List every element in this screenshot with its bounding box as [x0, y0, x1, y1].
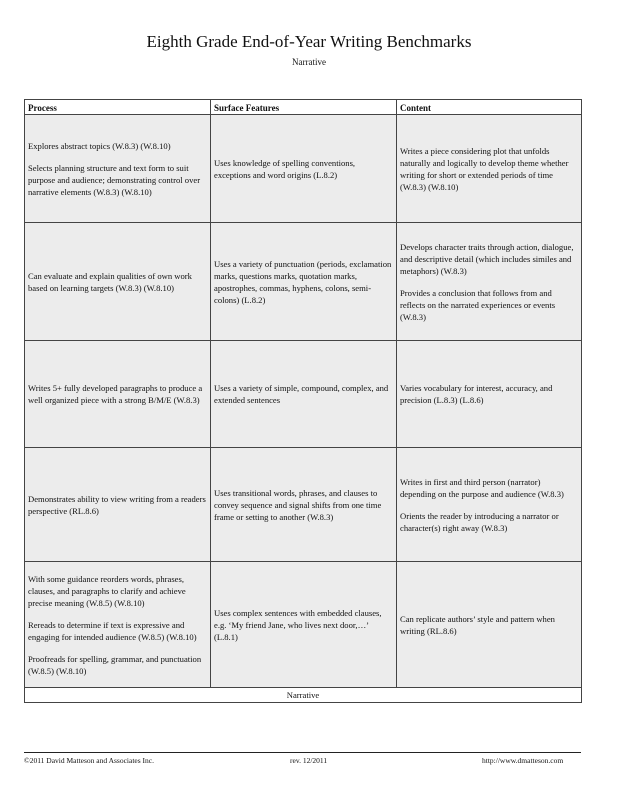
- cell-text: Uses a variety of simple, compound, complex, and extended sentences: [214, 383, 389, 405]
- cell-text: Writes in first and third person (narrator) depending on the purpose and audience (W.8.3): [400, 476, 564, 499]
- process-cell: [25, 341, 211, 448]
- cell-text: Writes 5+ fully developed paragraphs to produce a well organized piece with a strong B/M/E (W.8.3): [28, 383, 203, 405]
- footer-divider: [24, 752, 581, 753]
- cell-text: Can evaluate and explain qualities of own work based on learning targets (W.8.3) (W.8.10): [28, 270, 192, 293]
- table-footer-label: Narrative: [25, 688, 582, 703]
- cell-text: Uses a variety of punctuation (periods, exclamation marks, questions marks, quotation marks, apostrophes, commas, hyphens, colons, semi-colons) (L.8.2): [214, 258, 392, 305]
- cell-text: Uses knowledge of spelling conventions, exceptions and word origins (L.8.2): [214, 157, 356, 180]
- cell-text: With some guidance reorders words, phrases, clauses, and paragraphs to clarify and achieve precise meaning (W.8.5) (W.8.10): [28, 573, 186, 608]
- content-cell: [397, 448, 582, 562]
- content-cell: [397, 223, 582, 341]
- table-footer-row: [25, 688, 582, 703]
- surface-features-cell: [211, 115, 397, 223]
- cell-text: Proofreads for spelling, grammar, and punctuation (W.8.5) (W.8.10): [28, 653, 202, 676]
- table-row: [25, 562, 582, 688]
- surface-features-cell: [211, 341, 397, 448]
- cell-text: Demonstrates ability to view writing from a readers perspective (RL.8.6): [28, 493, 206, 516]
- surface-features-cell: [211, 448, 397, 562]
- cell-text: Explores abstract topics (W.8.3) (W.8.10): [28, 140, 171, 151]
- cell-text: Provides a conclusion that follows from and reflects on the narrated experiences or events (W.8.3): [400, 287, 556, 322]
- revision-text: rev. 12/2011: [290, 756, 328, 765]
- cell-text: Writes a piece considering plot that unfolds naturally and logically to develop theme whether writing for short or extended periods of time (W.8.3) (W.8.10): [400, 145, 569, 192]
- table-row: [25, 341, 582, 448]
- cell-text: Can replicate authors’ style and pattern when writing (RL.8.6): [400, 613, 555, 636]
- table-header-row: [25, 100, 582, 115]
- benchmarks-table: [24, 99, 582, 703]
- website-link[interactable]: http://www.dmatteson.com: [482, 756, 564, 765]
- surface-features-cell: [211, 562, 397, 688]
- cell-text: Uses transitional words, phrases, and clauses to convey sequence and signal shifts from one time frame or setting to another (W.8.3): [214, 487, 382, 522]
- table-row: [25, 115, 582, 223]
- content-cell: [397, 341, 582, 448]
- process-cell: [25, 223, 211, 341]
- column-header-process: Process: [25, 100, 211, 115]
- copyright-text: ©2011 David Matteson and Associates Inc.: [24, 756, 154, 765]
- content-cell: [397, 115, 582, 223]
- column-header-surface-features: Surface Features: [211, 100, 397, 115]
- process-cell: [25, 115, 211, 223]
- process-cell: [25, 448, 211, 562]
- cell-text: Selects planning structure and text form to suit purpose and audience; demonstrating control over narrative elements (W.8.3) (W.8.10): [28, 162, 201, 197]
- surface-features-cell: [211, 223, 397, 341]
- column-header-content: Content: [397, 100, 582, 115]
- process-cell: [25, 562, 211, 688]
- cell-text: Rereads to determine if text is expressive and engaging for intended audience (W.8.5) (W.8.10): [28, 619, 197, 642]
- content-cell: [397, 562, 582, 688]
- cell-text: Orients the reader by introducing a narrator or character(s) right away (W.8.3): [400, 510, 559, 533]
- cell-text: Varies vocabulary for interest, accuracy, and precision (L.8.3) (L.8.6): [400, 383, 553, 405]
- cell-text: Develops character traits through action, dialogue, and descriptive detail (which includes similes and metaphors) (W.8.3): [400, 241, 574, 276]
- page-subtitle: Narrative: [292, 57, 326, 67]
- page-title: Eighth Grade End-of-Year Writing Benchmarks: [146, 32, 472, 51]
- cell-text: Uses complex sentences with embedded clauses, e.g. ‘My friend Jane, who lives next door,…’ (L.8.1): [214, 607, 382, 642]
- table-row: [25, 223, 582, 341]
- table-row: [25, 448, 582, 562]
